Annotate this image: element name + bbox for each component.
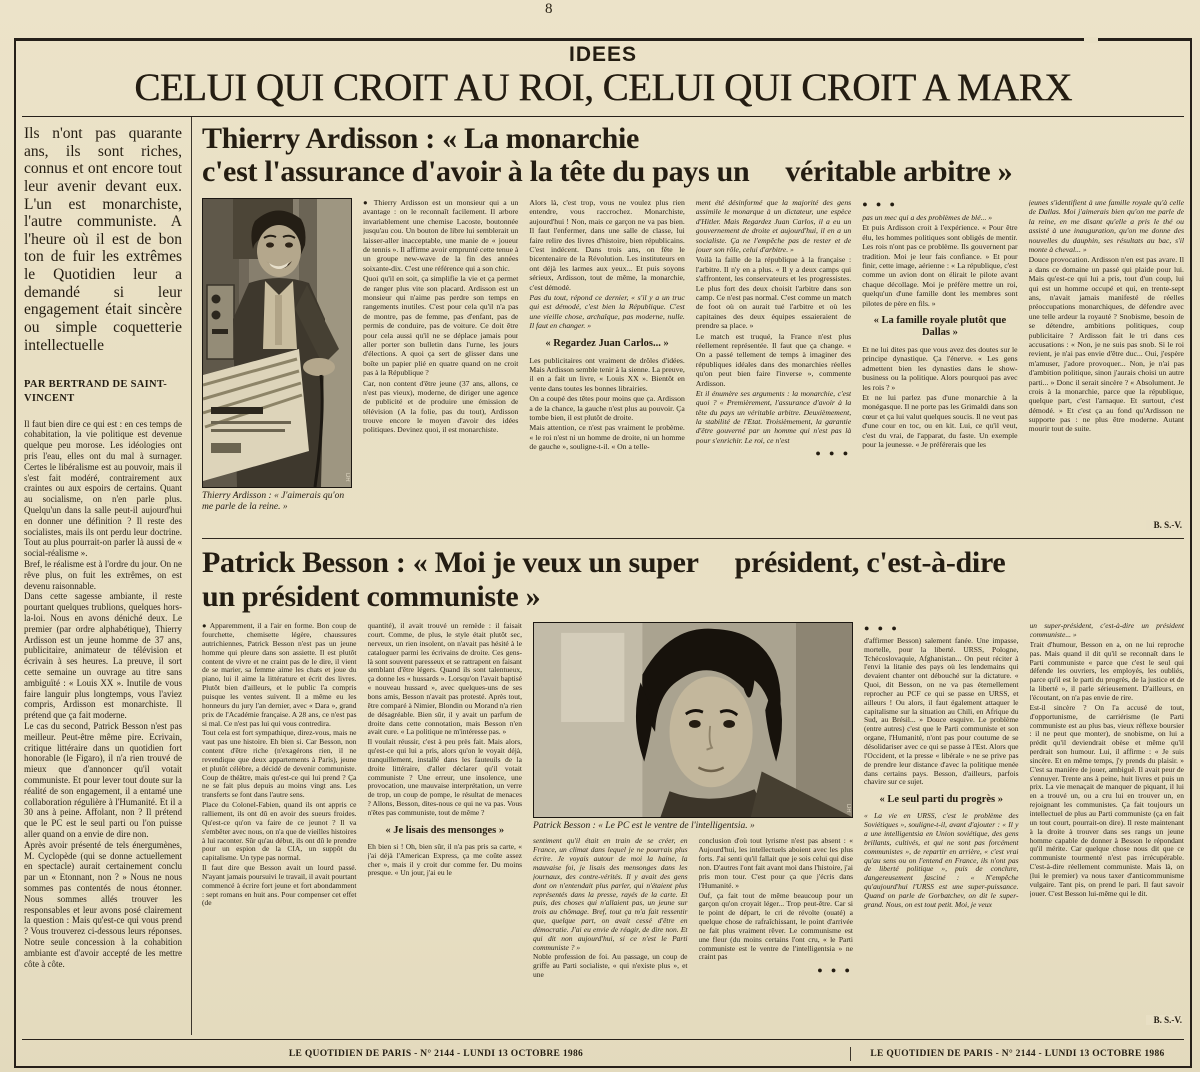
intro-paragraph: Il faut bien dire ce qui est : en ces temps de cohabitation, la vie politique est devenue quelque peu morose. Les idéologies ont pris l'eau, elles ont du mal à surnager. Certes le libéralisme est au pouvoir, mais il s'est fait modéré, contrairement aux craintes ou aux espoirs de certains. Quant au socialisme, on n'en parle plus. Quelqu'un dans la salle peut-il aujourd'hui en donner une définition ? Il reste des socialistes, mais ils ont perdu leur doctrine. Tout au plus pourrait-on parler là aussi de « social-réalisme ». (24, 418, 182, 559)
body-paragraph: Il faut dire que Besson avait un lourd passé. N'ayant jamais poursuivi le travail, il avait pourtant commencé à écrire fort jeune et fort abondamment : sept romans en huit ans. Pour compenser cet effet (de (202, 863, 357, 908)
photo-credit: DR (845, 803, 851, 813)
body-paragraph: « La vie en URSS, c'est le problème des Soviétiques », souligne-t-il, avant d'ajouter : « Il y a une intelligentsia en Union soviétique, des gens brillants, cultivés, et qui ne sont pas forcément communistes », de repartir en arrière, « c'est vrai qu'au sens ou on l'entend en France, ils n'ont pas de liberté politique », puis de conclure, dangereusement fasciné : « N'empêche qu'aujourd'hui l'URSS est une super-puissance. Quand on parle de Gorbatchev, on dit le super-grand. Nous, on est tout petit. Moi, je veux (864, 811, 1019, 909)
continuation-dots: ● ● ● (815, 448, 852, 459)
ardisson-portrait-illustration (203, 199, 351, 487)
ardisson-photo (202, 198, 352, 531)
body-paragraph: ● Apparemment, il a l'air en forme. Bon coup de fourchette, chemisette légère, chaussures autrichiennes, Patrick Besson n'est pas un jeune homme qui pleure dans son assiette. Il est plutôt content de vivre et ne craint pas de le dire, il vient de se marier, sa femme aime les chats et joue du piano, lui il aime la littérature et écrit des livres. Plutôt bien d'ailleurs, et le public l'a compris puisque les ventes suivent. Il a même eu les honneurs du jury l'an dernier, avec « Dara », grand prix de l'Académie française. A 28 ans, ce n'est pas si mal. Ce n'est pas lui qui vous contredira. (202, 622, 357, 728)
body-paragraph: Ouf, ça fait tout de même beaucoup pour un garçon qu'on croyait léger... Trop peut-être. Car si le point de départ, le cri de révolte (ouaté) a quelque chose de rafraîchissant, le point d'arrivée ne fait plus vraiment rêver. Le communisme est une fleur (du moins certains l'ont cru, « le Parti communiste est le ventre de l'intelligentsia » ne craint pas (698, 890, 853, 962)
besson-photo (533, 622, 853, 832)
body-paragraph: Eh bien si ! Oh, bien sûr, il n'a pas pris sa carte, « j'ai déjà l'American Express, ça me coûte assez cher », mais il y croit dur comme fer. Du moins presque. « Un jour, j'ai eu le (367, 841, 522, 878)
body-paragraph: pas un mec qui a des problèmes de blé... » (862, 213, 993, 223)
article-besson (202, 538, 1184, 1025)
continuation-dots: ● ● ● (864, 623, 900, 634)
author-initials: B. S.-V. (1146, 1015, 1182, 1026)
body-paragraph: conclusion d'où tout lyrisme n'est pas absent : « Aujourd'hui, les intellectuels aboient avec les plus forts. J'ai senti qu'il fallait que je sois celui qui dise non. D'autres l'ont fait avant moi dans l'histoire, j'ai pris mon tour. C'est pour ça que j'écris dans l'Humanité. » (698, 837, 853, 890)
intro-paragraph: Bref, le réalisme est à l'ordre du jour. On ne rêve plus, on fuit les extrêmes, on est devenu raisonnable. (24, 559, 182, 591)
ardisson-columns (202, 198, 1184, 531)
byline: PAR BERTRAND DE SAINT-VINCENT (24, 379, 168, 404)
intro-paragraph: Le cas du second, Patrick Besson n'est pas meilleur. Peut-être même pire. Ecrivain, critique littéraire dans un quotidien fort honorable (le Figaro), il n'a rien trouvé de mieux que d'annoncer qu'il votait communiste. Et pour lever tout doute sur la réalité de son engagement, il a entamé une collaboration régulière à l'Humanité. Et il a 30 ans à peine. Affolant, non ? Il prétend que le PC est le seul parti ou l'on puisse aller quand on a envie de dire non. (24, 720, 182, 839)
body-paragraph: Le match est truqué, la France n'est plus réellement représentée. Il faut que ça change. « On a passé tellement de temps à imaginer des républiques idéales dans des monarchies réelles qu'on peut bien faire l'inverse », commente Ardisson. (695, 331, 852, 388)
article-ardisson (202, 117, 1184, 531)
photo-credit: DR (344, 473, 350, 483)
body-paragraph: Alors là, c'est trop, vous ne voulez plus rien entendre, vous raccrochez. Monarchiste, aujourd'hui ! Non, mais ce garçon ne va pas bien. Il faut l'enfermer, dans une salle de classe, lui faire relire des livres d'histoire, bien républicains. C'est indécent. Dans trois ans, on fête le bicentenaire de la Révolution. Les instituteurs en ont déjà les larmes aux yeux... Et puis soyons sérieux, Ardisson, tout de même, la monarchie, c'est démodé. (529, 198, 685, 292)
body-paragraph: Et puis Ardisson croit à l'expérience. « Pour être élu, les hommes politiques sont obligés de mentir. Les rois n'ont pas ce problème. Ils gouvernent par tradition. Moi je leur fais confiance. » Et pour finir, cette image, aérienne : « La république, c'est comme un avion dont on élirait le pilote avant chaque décollage. Moi je préfère mettre un roi, quelqu'un d'une famille dont les membres sont pilotes de père en fils. » (862, 223, 1018, 308)
body-paragraph: Tout cela est fort sympathique, direz-vous, mais ne vaut pas une histoire. Eh bien si. Car Besson, non content d'être riche (n'exagérons rien, il ne revendique que deux appartements à Paris), jeune et plutôt célèbre, a décidé de devenir communiste. Coup de théâtre, mais qu'est-ce qui lui prend ? Ça ne se fait plus depuis au moins vingt ans. Les transferts se font dans l'autre sens. (202, 728, 357, 800)
besson-headline-right: président, c'est-à-dire (734, 546, 1006, 580)
body-paragraph: sentiment qu'il était en train de se créer, en France, un climat dans lequel je ne pourrais plus écrire. Je voyais autour de moi la haine, la mauvaise foi, je lisais des mensonges dans les journaux, des contre-vérités. Il y avait des gens dont on n'entendait plus parler, qui n'étaient plus représentés dans la presse, rayés de la carte. Et puis, des choses qui n'allaient pas, un jeune sur trois au chômage. Bref, tout ça m'a fait ressentir que, quelque part, on avait cessé d'être en démocratie. J'ai eu envie de réagir, de dire non. Et qui dit non aujourd'hui, si ce n'est le Parti communiste ? » (533, 837, 688, 952)
ardisson-headline-right: véritable arbitre » (785, 155, 1013, 189)
continuation-dots: ● ● ● (862, 199, 898, 210)
articles-area (192, 117, 1184, 1035)
besson-headline-line2: un président communiste » (202, 579, 541, 613)
besson-column-4 (699, 837, 854, 1025)
page-number: 8 (545, 1, 553, 17)
besson-photo-image (533, 622, 853, 818)
author-initials: B. S.-V. (1146, 520, 1182, 531)
body-paragraph: Douce provocation. Ardisson n'en est pas avare. Il a dans ce domaine un passé qui plaide pour lui. Mais qu'est-ce qui lui a pris, tout d'un coup, lui qui est un homme occupé et qui, en trente-sept ans, n'avait jamais manifesté de réelles préoccupations monarchiques, de défendre avec une telle ardeur la royauté ? Snobisme, besoin de se détendre, ambitions politiques, coup publicitaire ? Ardisson fait le tri dans ces accusations : « Non, je ne suis pas snob. Si le roi revient, je n'ai pas envie d'être duc... Oui, j'espère m'amuser, j'adore provoquer... Non, je n'ai pas d'ambition politique, sinon j'aurais choisi un autre parti... » Donc il serait sincère ? « Absolument. Je crois à la monarchie, parce que la république, quelque part, c'est l'arnaque. Et surtout, c'est démodé. » Et c'est ça au fond qu'Ardisson ne supporte pas : ne plus être moderne. Autant mourir tout de suite. (1028, 255, 1184, 434)
subhead-mensonges: « Je lisais des mensonges » (385, 824, 505, 836)
body-paragraph: jeunes s'identifient à une famille royale qu'à celle de Dallas. Moi j'aimerais bien qu'on me parle de la reine, en me disant qu'elle a pris le thé ou assisté à une inauguration, qu'on me donne des nouvelles du dauphin, ses résultats au bac, s'il monte à cheval... » (1028, 198, 1184, 255)
page-content (22, 117, 1184, 1035)
body-paragraph: Il voulait réussir, c'est à peu près fait. Mais alors, qu'est-ce qui lui a pris, alors qu'on le voyait déjà, tranquillement, installé dans les fauteuils de la droite littéraire, d'aller déclarer qu'il votait communiste ? Une erreur, une insolence, une provocation, une mauvaise interprétation, un verre de trop, un coup de pompe, le résultat de menaces ? Allons, Besson, dites-nous ce qui ne va pas. Vous n'êtes pas communiste, tout de même ? (367, 737, 522, 817)
body-paragraph: Et il énumère ses arguments : la monarchie, c'est quoi ? « Premièrement, l'assurance d'avoir à la tête du pays un véritable arbitre. Deuxièmement, la stabilité de l'Etat. Troisièmement, la garantie d'être gouverné par un homme qui n'est pas là pour s'enrichir. Le roi, ce n'est (695, 388, 852, 445)
body-paragraph: Voilà la faille de la république à la française : l'arbitre. Il n'y en a plus. « Il y a deux camps qui s'affrontent, les conservateurs et les progressistes. Le plus fort des deux choisit l'arbitre dans son camp. Ce n'est pas normal. C'est comme un match de foot où on aurait tué l'arbitre et où les capitaines des deux équipes essaieraient de prendre sa place. » (695, 255, 852, 331)
besson-headline-line1: Patrick Besson : « Moi je veux un super (202, 546, 699, 580)
section-kicker: IDEES (568, 43, 638, 66)
body-paragraph: Pas du tout, répond ce dernier, « s'il y a un truc qui est démodé, c'est bien la République. C'est une vieille chose, archaïque, pas moderne, nulle. Il faut en changer. » (529, 292, 685, 331)
ardisson-headline-line1: Thierry Ardisson : « La monarchie (202, 121, 640, 155)
intro-body (24, 419, 182, 970)
page-footer (22, 1039, 1184, 1065)
body-paragraph: un super-président, c'est-à-dire un président communiste... » (1029, 622, 1184, 640)
subhead-parti-du-progres: « Le seul parti du progrès » (879, 794, 1003, 806)
body-paragraph: ● Thierry Ardisson est un monsieur qui a un avantage : on le reconnaît facilement. Il arbore invariablement une chemise Lacoste, boutonnée jusqu'au cou. Un bouton de libre lui semblerait un laisser-aller inacceptable, une manie de « joueur de tennis ». Il affirme avoir emprunté cette tenue à un groupe new-wave de la fin des années soixante-dix. C'est une référence qui a son chic. (363, 198, 519, 273)
ardisson-photo-caption: Thierry Ardisson : « J'aimerais qu'on me parle de la reine. » (202, 491, 345, 513)
subhead-juan-carlos: « Regardez Juan Carlos... » (545, 337, 669, 349)
besson-column-1 (202, 622, 357, 1025)
ardisson-column-1 (363, 198, 518, 531)
body-paragraph: Les publicitaires ont vraiment de drôles d'idées. Mais Ardisson semble tenir à la sienne. La preuve, il en a fait un livre, « Louis XX ». Bientôt en vente dans toutes les bonnes librairies. (529, 355, 685, 393)
besson-column-5 (864, 622, 1019, 1025)
besson-column-6 (1030, 622, 1185, 1025)
body-paragraph: Et ne lui dites pas que vous avez des doutes sur le principe dynastique. Ça l'énerve. « Les gens admettent bien les dynasties dans le show-business ou la politique. Alors pourquoi pas avec les rois ? » (862, 345, 1018, 392)
ardisson-headline-line2: c'est l'assurance d'avoir à la tête du pays un (202, 155, 750, 189)
body-paragraph: Place du Colonel-Fabien, quand ils ont appris ce ralliement, ils ont dû en avoir des sueurs froides. Qu'est-ce qu'on va faire de ce jeunot ? Il va s'embêter avec nous, on n'a que de vieilles histoires à lui raconter. Sûr qu'au début, ils ont dû le prendre pour un espion de la CIA, un suppôt du capitalisme. Un type pas normal. (202, 800, 357, 863)
besson-column-2 (368, 622, 523, 1025)
footer-imprint-right: LE QUOTIDIEN DE PARIS - N° 2144 - LUNDI 13 OCTOBRE 1986 (850, 1047, 1184, 1061)
ardisson-column-2 (529, 198, 684, 531)
body-paragraph: Mais attention, ce n'est pas vraiment le probème. « le roi n'est ni un homme de droite, ni un homme de gauche », souligne-t-il. « On a telle- (529, 423, 685, 452)
besson-photo-caption: Patrick Besson : « Le PC est le ventre de l'intelligentsia. » (533, 821, 755, 832)
continuation-dots: ● ● ● (817, 965, 853, 976)
body-paragraph: quantité), il avait trouvé un remède : il faisait court. Comme, de plus, le style était plutôt sec, nerveux, un rien insolent, on n'avait pas hésité à le cataloguer parmi les écrivains de droite. Ces gens-là sont souvent paresseux et se rattrapent en faisant semblant d'être légers. Quand ils sont talentueux, ça donne les « hussards ». Lorsqu'on l'avait baptisé « nouveau hussard », avec quelques-uns de ses bons amis, Besson n'avait pas protesté. Après tout, être comparé à Nimier, Blondin ou Morand n'a rien de désagréable. Bien sûr, il y avait un parfum de droite dans cette connotation, mais Besson n'en avait cure. « La politique ne m'intéresse pas. » (367, 622, 522, 737)
body-paragraph: Est-il sincère ? On l'a accusé de tout, d'opportunisme, de carriérisme (le Parti communiste est au plus bas, vieux réflexe boursier : il ne peut que monter), de snobisme, on lui a prédit qu'il deviendrait obèse et même qu'il perdrait son humour. Lui, il affirme : « Je suis sincère. Et en même temps, j'y prends du plaisir. » C'est sa manière de jouer, ambiguë. Il avait peur de s'ennuyer. Trente ans à peine, huit livres et puis un prix. La vie menaçait de manquer de piquant, il lui en a trouvé un, ou a cru lui en trouver un, en rejoignant les communistes. Ça fait toujours un intellectuel de plus au Parti communiste (ça en fait un tout court, pourrait-on dire). Il reste maintenant à la droite à trouver dans ses rangs un jeune homme capable de donner à Besson le répondant qu'il mérite. Car quelque chose nous dit que ce communiste tourmenté n'est pas irrécupérable. C'est-à-dire réellement communiste. Mais là, on (lui le premier) va nous taxer d'anticommunisme vulgaire. Tant pis, on prend le pari. Il faut savoir jouer. C'est Besson lui-même qui le dit. (1029, 702, 1184, 898)
body-paragraph: ment été désinformé que la majorité des gens assimile le monarque à un dictateur, une espèce d'Hitler. Mais Regardez Juan Carlos, il a eu un gouvernement de droite et aujourd'hui, il en a un socialiste. Ça ne l'empêche pas de rester et de jouer son rôle, celui d'arbitre. » (695, 198, 852, 255)
body-paragraph: Noble profession de foi. Au passage, un coup de griffe au Parti socialiste, « qui n'existe plus », et une (533, 952, 688, 980)
intro-column (22, 117, 192, 1035)
besson-portrait-illustration (534, 623, 852, 817)
besson-middle-block (533, 622, 853, 1025)
ardisson-headline (202, 122, 1184, 189)
intro-paragraph: Après avoir présenté de tels énergumènes, M. Cyclopède (qui se donne actuellement en spectacle) aurait certainement conclu par un « Etonnant, non ? » Nous ne nous sommes pas contentés de nous étonner. Nous sommes allés trouver les responsables et leur avons posé clairement la question : Mais qu'est-ce qui vous prend ? Vous trouverez ci-dessous leurs réponses. Notre seule concession à la cohabition ambiante est d'avoir accepté de les mettre côte à côte. (24, 839, 182, 969)
intro-paragraph: Dans cette sagesse ambiante, il reste pourtant quelques trublions, quelques hors-la-loi. Nous en avons déniché deux. Le premier (par ordre alphabétique), Thierry Ardisson est un jeune homme de 37 ans, publicitaire, animateur de télévision et écrivain à ses heures. La preuve, il sort cette semaine un ouvrage au titre sans ambiguïté : « Louis XX ». Inutile de vous faire languir plus longtemps, vous l'aviez compris, Ardisson est monarchiste. Il prétend que ça fait moderne. (24, 591, 182, 721)
footer-imprint-left: LE QUOTIDIEN DE PARIS - N° 2144 - LUNDI 13 OCTOBRE 1986 (288, 1048, 584, 1059)
subhead-famille-royale: « La famille royale plutôt que Dallas » (873, 314, 1007, 339)
top-rule-gap (1084, 37, 1098, 43)
besson-middle-columns (533, 837, 853, 1025)
body-paragraph: Car, non content d'être jeune (37 ans, allons, ce n'est pas vieux), moderne, de diriger une agence de publicité et de produire une émission de télévision (A la folie, pas du tout), Ardisson trouve encore le moyen d'avoir des idées politiques. Devinez quoi, il est monarchiste. (363, 378, 519, 435)
banner-headline: CELUI QUI CROIT AU ROI, CELUI QUI CROIT A MARX (22, 67, 1184, 117)
body-paragraph: Quoi qu'il en soit, ça simplifie la vie et ça permet de ranger plus vite son placard. Ardisson est un monsieur qui n'aime pas perdre son temps en rangements inutiles. C'est pour cela qu'il n'a pas de montre, pas de femme, pas d'enfant, pas de permis de conduire, pas de voiture. Ce doit être pour cela aussi qu'il ne se déplace jamais pour aller porter son bulletin dans l'urne, les jours d'élections. A quoi ça sert de glisser dans une boîte un papier plié en quatre quand on ne croit pas à la République ? (363, 274, 519, 378)
body-paragraph: Et ne lui parlez pas d'une monarchie à la monégasque. Il ne porte pas les Grimaldi dans son cœur et ça lui valut quelques soucis. Il ne veut pas d'une cour en toc, ou en kit. Lui, ce qu'il veut, c'est du vrai, de l'apparat, du faste. Un exemple pour la jeunesse. « Je préférerais que les (862, 393, 1018, 449)
intro-lede: Ils n'ont pas quarante ans, ils sont riches, connus et ont encore tout leur avenir devant eux. L'un est monarchiste, l'autre communiste. A l'heure où il est de bon ton de fuir les extrêmes le Quotidien leur a demandé si leur engagement était sincère ou simple coquetterie intellectuelle (24, 124, 182, 354)
ardisson-column-5 (1029, 198, 1184, 531)
besson-columns (202, 622, 1184, 1025)
besson-headline (202, 546, 1184, 613)
ardisson-column-3 (696, 198, 851, 531)
ardisson-column-4 (862, 198, 1017, 531)
page-frame (14, 38, 1192, 1068)
body-paragraph: d'affirmer Besson) salement fanée. Une impasse, mortelle, pour la liberté. URSS, Pologne, Tchécoslovaquie, Afghanistan... On peut réciter à l'envi la litanie des pays où les lendemains qui devaient chanter ont débouché sur la dictature. « Quoi, dit Besson, on ne va pas éternellement reprocher au PCF ce qui se passe en URSS, et ailleurs ! Ou alors, il faut également attaquer le capitalisme sur la situation au Chili, en Afrique du Sud, au Brésil... » Douce esquive. Le problème (entre autres) c'est que le Parti communiste et son organe, l'Humanité, n'ont pas pour coutume de se désolidariser avec ce qui se passe à l'Est. Alors que l'Occident, et la presse « libérale » ne se prive pas de prendre leur distance d'avec la politique menée dans certains pays. Besson, d'ailleurs, parfois chavire sur ce sujet. (864, 635, 1019, 787)
besson-column-3 (533, 837, 688, 1025)
body-paragraph: Trait d'humour, Besson en a, on ne lui reproche pas. Mais quand il dit qu'il se reconnaît dans le Parti communiste « parce que c'est le seul qui défende les ouvriers, les employés, les oubliés, parce qu'il est le parti du progrès, de la justice et de la liberté », il parle sérieusement. D'ailleurs, en l'écoutant, on n'a pas envie de rire. (1029, 639, 1184, 703)
ardisson-photo-image (202, 198, 352, 488)
body-paragraph: On a coupé des têtes pour moins que ça. Ardisson a de la chance, la gauche n'est plus au pouvoir. Ça tombe bien, il est plutôt de droite. (529, 394, 685, 422)
